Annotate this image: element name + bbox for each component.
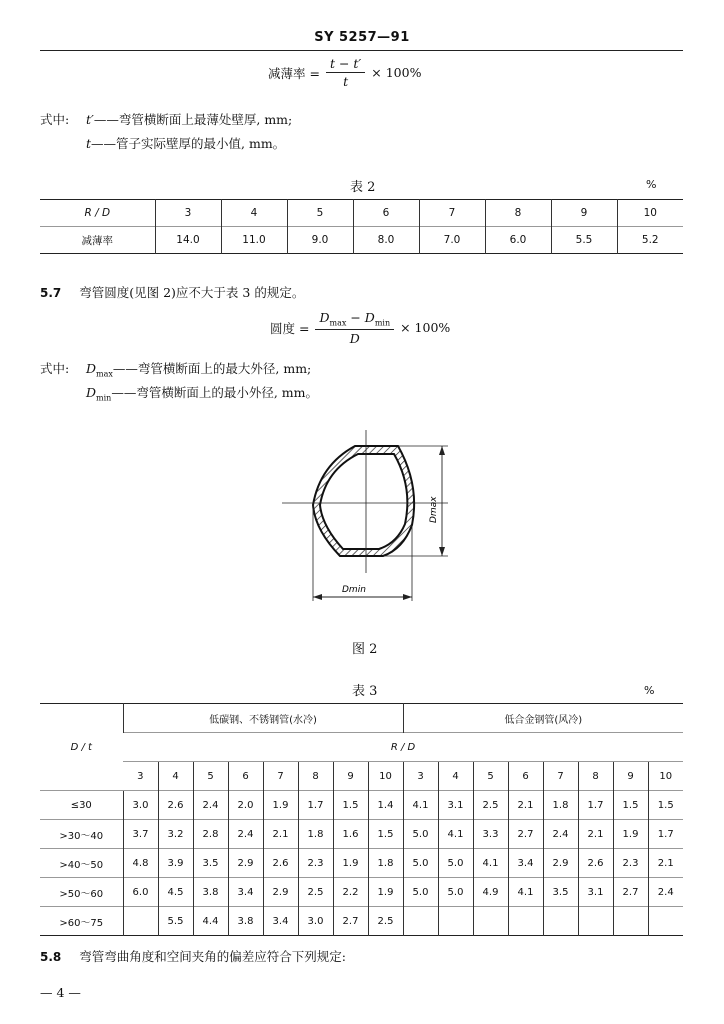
arrowhead: [439, 547, 445, 556]
fraction-numerator: [315, 310, 394, 330]
subscript: min: [374, 318, 391, 328]
dmin-label: Dmin: [342, 585, 366, 595]
cell: 3.8: [193, 878, 228, 907]
cell: 4.8: [123, 849, 158, 878]
cell: 3.7: [123, 820, 158, 849]
symbol: D: [364, 310, 375, 325]
cell: 1.9: [333, 849, 368, 878]
cell: 3.8: [228, 907, 263, 936]
pipe-wall: [313, 446, 414, 556]
cell: 4.1: [473, 849, 508, 878]
group-header-carbon-steel: 低碳钢、不锈钢管(水冷): [123, 704, 403, 733]
dmax-label: Dmax: [429, 496, 439, 523]
where-prefix: 式中:: [40, 361, 70, 376]
cell: 1.9: [263, 791, 298, 820]
formula-thinning: [268, 56, 421, 89]
rd-header-cell: 3: [123, 762, 158, 791]
rd-header-cell: 7: [263, 762, 298, 791]
table-3-unit: %: [644, 684, 655, 697]
cell: 2.3: [613, 849, 648, 878]
cell: 5.0: [403, 849, 438, 878]
cell: 1.9: [613, 820, 648, 849]
col-header: R / D: [123, 733, 683, 762]
cell: 1.8: [368, 849, 403, 878]
where-line-2: [86, 134, 285, 152]
cell: 6.0: [485, 227, 551, 254]
cell: 2.9: [543, 849, 578, 878]
section-text: 弯管圆度(见图 2)应不大于表 3 的规定。: [79, 285, 305, 300]
cell: 3.4: [263, 907, 298, 936]
rd-header-cell: 9: [613, 762, 648, 791]
fraction: [326, 56, 365, 89]
cell: 3.1: [438, 791, 473, 820]
row-label: >30～40: [40, 820, 123, 849]
formula-rhs: × 100%: [371, 65, 422, 80]
cell: 2.5: [368, 907, 403, 936]
cell: 11.0: [221, 227, 287, 254]
row-label: >50～60: [40, 878, 123, 907]
cell: 6.0: [123, 878, 158, 907]
row-label: >40～50: [40, 849, 123, 878]
cell: 3.2: [158, 820, 193, 849]
cell: 4.5: [158, 878, 193, 907]
section-number: 5.7: [40, 286, 62, 300]
rd-header-cell: 8: [578, 762, 613, 791]
row-label: >60～75: [40, 907, 123, 936]
standard-code: SY 5257—91: [314, 30, 410, 45]
cell: 4.9: [473, 878, 508, 907]
cell: 3.5: [193, 849, 228, 878]
table-3: [40, 703, 683, 936]
cell: [543, 907, 578, 936]
cell: 2.1: [263, 820, 298, 849]
symbol: D: [319, 310, 330, 325]
page-number: — 4 —: [40, 985, 81, 1000]
cell: 3.3: [473, 820, 508, 849]
cell: [473, 907, 508, 936]
cell: 2.7: [508, 820, 543, 849]
operator: −: [346, 310, 365, 325]
header-cell: 7: [419, 200, 485, 227]
cell: 2.6: [578, 849, 613, 878]
rd-header-cell: 8: [298, 762, 333, 791]
cell: 2.6: [263, 849, 298, 878]
header-cell: 6: [353, 200, 419, 227]
rd-header-cell: 10: [648, 762, 683, 791]
cell: 2.5: [298, 878, 333, 907]
cell: 4.1: [508, 878, 543, 907]
row-label: 减薄率: [40, 227, 155, 254]
section-5-8: [40, 947, 346, 965]
definition: ——弯管横断面上的最小外径, mm。: [111, 385, 318, 400]
table-row: [40, 820, 683, 849]
figure-2-caption: 图 2: [352, 642, 378, 657]
symbol: t: [86, 136, 92, 151]
cell: [438, 907, 473, 936]
where-prefix: 式中:: [40, 112, 70, 127]
header-cell: 4: [221, 200, 287, 227]
cell: 3.4: [228, 878, 263, 907]
rd-header-cell: 3: [403, 762, 438, 791]
definition: ——管子实际壁厚的最小值, mm。: [91, 136, 286, 151]
formula-lhs: 圆度 =: [270, 320, 310, 336]
table-2: [40, 199, 683, 254]
section-number: 5.8: [40, 950, 62, 964]
table-row: [40, 791, 683, 820]
table-row: [40, 878, 683, 907]
cell: 1.7: [298, 791, 333, 820]
cell: 4.1: [403, 791, 438, 820]
formula-rhs: × 100%: [400, 320, 451, 336]
cell: 2.4: [193, 791, 228, 820]
cell: 2.3: [298, 849, 333, 878]
cell: 1.9: [368, 878, 403, 907]
cell: 1.8: [543, 791, 578, 820]
cell: 2.6: [158, 791, 193, 820]
cell: 1.7: [648, 820, 683, 849]
header-cell: 10: [617, 200, 683, 227]
cell: 2.7: [613, 878, 648, 907]
cell: 3.9: [158, 849, 193, 878]
subscript: max: [96, 369, 113, 379]
cell: 1.4: [368, 791, 403, 820]
cell: 2.0: [228, 791, 263, 820]
cell: 5.0: [438, 878, 473, 907]
cell: 2.8: [193, 820, 228, 849]
rd-header-cell: 6: [508, 762, 543, 791]
table-row: [40, 227, 683, 254]
cell: 2.1: [508, 791, 543, 820]
rd-header-cell: 4: [438, 762, 473, 791]
cell: 8.0: [353, 227, 419, 254]
table-3-caption: 表 3: [352, 684, 378, 699]
cell: 2.7: [333, 907, 368, 936]
rd-header-cell: 5: [473, 762, 508, 791]
rd-header-cell: 5: [193, 762, 228, 791]
where-line-1: [86, 110, 292, 128]
symbol: t′: [86, 112, 94, 127]
header-cell: 9: [551, 200, 617, 227]
section-text: 弯管弯曲角度和空间夹角的偏差应符合下列规定:: [79, 949, 346, 964]
fraction-numerator: t − t′: [326, 56, 365, 73]
cell: 3.0: [123, 791, 158, 820]
cell: 2.4: [543, 820, 578, 849]
cell: 5.0: [403, 878, 438, 907]
cell: [403, 907, 438, 936]
cell: 2.4: [648, 878, 683, 907]
figure-2-diagram: [270, 425, 470, 625]
subscript: max: [329, 318, 347, 328]
cell: 5.2: [617, 227, 683, 254]
cell: 2.1: [648, 849, 683, 878]
rd-header-cell: 7: [543, 762, 578, 791]
cell: 14.0: [155, 227, 221, 254]
cell: 2.9: [228, 849, 263, 878]
fraction: [315, 310, 394, 346]
group-header-alloy-steel: 低合金钢管(风冷): [403, 704, 683, 733]
cell: 2.5: [473, 791, 508, 820]
header-rule: [40, 50, 683, 51]
table-row: [40, 733, 683, 762]
cell: 7.0: [419, 227, 485, 254]
section-5-7: [40, 283, 304, 301]
rd-header-cell: 4: [158, 762, 193, 791]
cell: 5.0: [438, 849, 473, 878]
table-row: [40, 200, 683, 227]
row-label: ≤30: [40, 791, 123, 820]
table-row: [40, 762, 683, 791]
cell: 2.9: [263, 878, 298, 907]
header-cell: R / D: [84, 207, 111, 219]
cell: 5.0: [403, 820, 438, 849]
cell: 1.6: [333, 820, 368, 849]
formula-roundness: [270, 310, 450, 346]
table-row: [40, 849, 683, 878]
definition: ——弯管横断面上最薄处壁厚, mm;: [93, 112, 293, 127]
cell: 3.0: [298, 907, 333, 936]
rd-header-cell: 10: [368, 762, 403, 791]
definition: ——弯管横断面上的最大外径, mm;: [112, 361, 312, 376]
cell: [508, 907, 543, 936]
cell: 3.5: [543, 878, 578, 907]
cell: 2.4: [228, 820, 263, 849]
formula-lhs: 减薄率 =: [268, 65, 320, 81]
cell: [578, 907, 613, 936]
table-row: [40, 907, 683, 936]
cell: 1.5: [333, 791, 368, 820]
fraction-denominator: t: [343, 74, 349, 89]
arrowhead: [439, 446, 445, 455]
header-cell: 5: [287, 200, 353, 227]
cell: 3.4: [508, 849, 543, 878]
table-row: [40, 704, 683, 733]
header-cell: 3: [155, 200, 221, 227]
cell: 1.5: [613, 791, 648, 820]
cell: 5.5: [158, 907, 193, 936]
arrowhead: [313, 594, 322, 600]
cell: 1.8: [298, 820, 333, 849]
cell: 4.1: [438, 820, 473, 849]
cell: 1.5: [648, 791, 683, 820]
arrowhead: [403, 594, 412, 600]
cell: 4.4: [193, 907, 228, 936]
where-line-2: [86, 383, 318, 403]
cell: 5.5: [551, 227, 617, 254]
cell: [613, 907, 648, 936]
cell: 2.1: [578, 820, 613, 849]
row-header: D / t: [70, 741, 92, 753]
cell: 1.5: [368, 820, 403, 849]
header-cell: 8: [485, 200, 551, 227]
cell: 1.7: [578, 791, 613, 820]
rd-header-cell: 6: [228, 762, 263, 791]
symbol: D: [86, 361, 97, 376]
symbol: D: [86, 385, 97, 400]
cell: 2.2: [333, 878, 368, 907]
rd-header-cell: 9: [333, 762, 368, 791]
fraction-denominator: D: [349, 330, 360, 346]
cell: [648, 907, 683, 936]
subscript: min: [96, 393, 112, 403]
where-line-1: [86, 359, 311, 379]
cell: 9.0: [287, 227, 353, 254]
cell: [123, 907, 158, 936]
table-2-unit: %: [646, 178, 657, 191]
table-2-caption: 表 2: [350, 180, 376, 195]
cell: 3.1: [578, 878, 613, 907]
